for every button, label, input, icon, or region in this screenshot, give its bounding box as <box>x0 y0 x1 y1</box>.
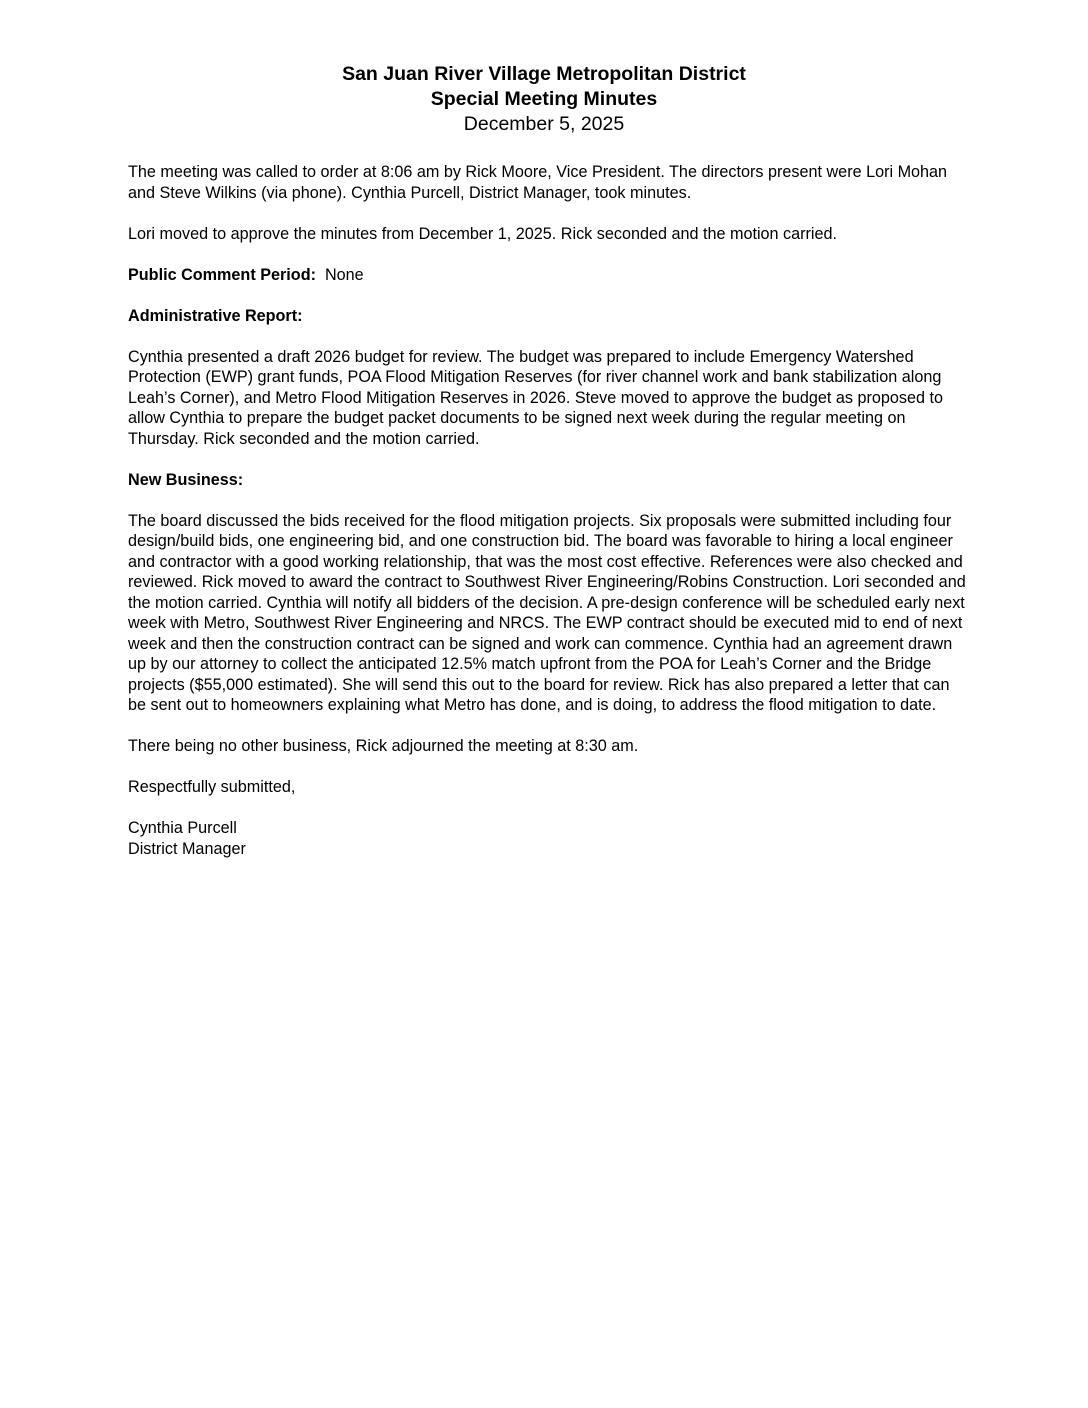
minutes-document <box>128 62 968 859</box>
public-comment-label: Public Comment Period: <box>128 265 316 284</box>
call-to-order-paragraph: The meeting was called to order at 8:06 am by Rick Moore, Vice President. The directors present were Lori Mohan and Steve Wilkins (via phone). Cynthia Purcell, District Manager, took minutes. <box>128 163 948 202</box>
new-business-paragraph: The board discussed the bids received for the flood mitigation projects. Six proposals were submitted including four design/build bids, one engineering bid, and one construction bid. The board was favorable to hiring a local engineer and contractor with a good working relationship, that was the most cost effective. References were also checked and reviewed. Rick moved to award the contract to Southwest River Engineering/Robins Construction. Lori seconded and the motion carried. Cynthia will notify all bidders of the decision. A pre-design conference will be scheduled early next week with Metro, Southwest River Engineering and NRCS. The EWP contract should be executed mid to end of next week and then the construction contract can be signed and work can commence. Cynthia had an agreement drawn up by our attorney to collect the anticipated 12.5% match upfront from the POA for Leah’s Corner and the Bridge projects ($55,000 estimated). She will send this out to the board for review. Rick has also prepared a letter that can be sent out to homeowners explaining what Metro has done, and is doing, to address the flood mitigation to date. <box>128 511 966 714</box>
adjournment-paragraph: There being no other business, Rick adjourned the meeting at 8:30 am. <box>128 737 639 755</box>
public-comment-value: None <box>324 265 364 284</box>
public-comment-paragraph <box>128 265 968 286</box>
admin-report-paragraph: Cynthia presented a draft 2026 budget for review. The budget was prepared to include Emergency Watershed Protection (EWP) grant funds, POA Flood Mitigation Reserves (for river channel work and bank stabilization along Leah’s Corner), and Metro Flood Mitigation Reserves in 2026. Steve moved to approve the budget as proposed to allow Cynthia to prepare the budget packet documents to be signed next week during the regular meeting on Thursday. Rick seconded and the motion carried. <box>128 347 943 448</box>
document-title: Special Meeting Minutes <box>430 88 658 110</box>
meeting-date: December 5, 2025 <box>463 113 625 135</box>
signature-name: Cynthia Purcell <box>128 819 237 837</box>
approve-minutes-paragraph: Lori moved to approve the minutes from December 1, 2025. Rick seconded and the motion carried. <box>128 224 838 243</box>
organization-name: San Juan River Village Metropolitan District <box>342 63 746 85</box>
admin-report-heading: Administrative Report: <box>128 306 303 325</box>
signature-title: District Manager <box>128 839 246 858</box>
closing-line: Respectfully submitted, <box>128 778 296 796</box>
new-business-heading: New Business: <box>128 470 244 489</box>
document-header <box>0 62 1088 137</box>
